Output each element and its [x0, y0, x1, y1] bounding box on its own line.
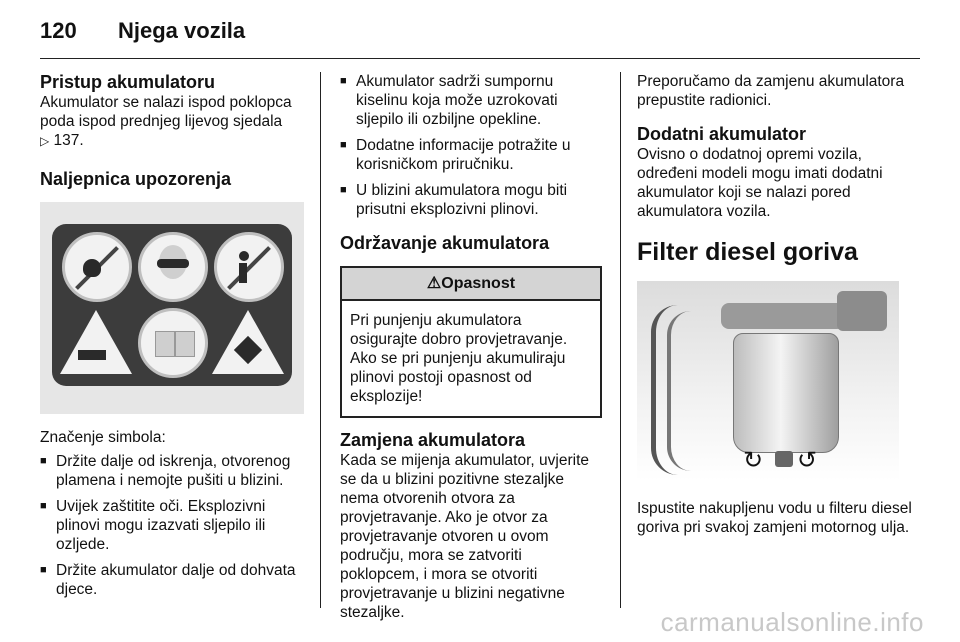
keep-away-from-children-icon: [214, 232, 284, 302]
section-heading-battery-maintenance: Održavanje akumulatora: [340, 233, 550, 253]
fuel-filter-image: [637, 281, 899, 481]
fuel-hose-right: [667, 311, 691, 471]
list-item: ■ Uvijek zaštitite oči. Eksplozivni plinovi mogu izazvati sljepilo ili ozljede.: [40, 497, 306, 554]
eye-protection-icon: [138, 232, 208, 302]
read-manual-icon: [138, 308, 208, 378]
no-fire-no-smoking-icon: [62, 232, 132, 302]
list-item: ■ Akumulator sadrži sumpornu kiselinu koja može uzrokovati sljepilo ili ozbiljne opekline.: [340, 72, 602, 129]
column-2: [340, 72, 602, 622]
rotate-arrow-right-icon: ↺: [797, 447, 818, 474]
triangle-reference-icon[interactable]: ▷: [40, 134, 50, 148]
column-divider-1: [320, 72, 321, 608]
workshop-recommendation-paragraph: Preporučamo da zamjenu akumulatora prepustite radionici.: [637, 73, 905, 109]
warning-label-plate: [52, 224, 292, 386]
battery-facts-list: [340, 72, 602, 219]
section-heading-battery-access: Pristup akumulatoru: [40, 72, 216, 92]
filter-bracket: [837, 291, 887, 331]
filter-canister: [733, 333, 839, 453]
column-3: [637, 72, 917, 537]
page-reference-link[interactable]: 137.: [53, 132, 84, 149]
section-heading-battery-replacement: Zamjena akumulatora: [340, 430, 526, 450]
list-item: ■ Dodatne informacije potražite u korisničkom priručniku.: [340, 136, 602, 174]
explosion-hazard-icon: [212, 310, 284, 376]
page-title: Njega vozila: [118, 18, 246, 43]
battery-access-paragraph: Akumulator se nalazi ispod poklopca poda ispod prednjeg lijevog sjedala: [40, 94, 292, 130]
section-heading-warning-label: Naljepnica upozorenja: [40, 169, 232, 189]
list-item: ■ U blizini akumulatora mogu biti prisutni eksplozivni plinovi.: [340, 181, 602, 219]
watermark: carmanualsonline.info: [660, 607, 924, 637]
warning-triangle-icon: ⚠: [426, 275, 442, 292]
danger-box-header: [342, 268, 600, 301]
rotate-arrow-left-icon: ↻: [743, 447, 764, 474]
symbols-list: [40, 452, 306, 599]
list-item: ■ Držite dalje od iskrenja, otvorenog plamena i nemojte pušiti u blizini.: [40, 452, 306, 490]
battery-replacement-paragraph: Kada se mijenja akumulator, uvjerite se da u blizini pozitivne stezaljke nema otvorenih otvora za provjetravanje. Ako je otvor za provjetravanje otvoren u ovom području, mora se zatvoriti poklopcem, i mora se otvoriti provjetravanje u blizini negativne stezaljke.: [340, 452, 589, 621]
page-header: [40, 18, 245, 48]
acid-hazard-icon: [60, 310, 132, 376]
list-item: ■ Držite akumulator dalje od dohvata djece.: [40, 561, 306, 599]
danger-box-text: Pri punjenju akumulatora osigurajte dobro provjetravanje. Ako se pri punjenju akumuliraju plinovi postoji opasnost od eksplozije!: [350, 312, 568, 405]
drain-screw: [775, 451, 793, 467]
warning-label-image: [40, 202, 304, 414]
page-number: 120: [40, 18, 77, 43]
fuel-filter-paragraph: Ispustite nakupljenu vodu u filteru diesel goriva pri svakoj zamjeni motornog ulja.: [637, 500, 912, 536]
danger-box: [340, 266, 602, 418]
battery-access-text: [40, 93, 306, 151]
filter-mount-head: [721, 303, 845, 329]
danger-box-title: Opasnost: [441, 275, 516, 292]
symbols-intro: Značenje simbola:: [40, 429, 166, 446]
section-heading-diesel-fuel-filter: Filter diesel goriva: [637, 238, 858, 266]
header-rule: [40, 58, 920, 59]
additional-battery-paragraph: Ovisno o dodatnoj opremi vozila, određeni modeli mogu imati dodatni akumulator koji se nalazi pored akumulatora vozila.: [637, 146, 883, 220]
column-divider-2: [620, 72, 621, 608]
section-heading-additional-battery: Dodatni akumulator: [637, 124, 807, 144]
column-1: [40, 72, 306, 606]
